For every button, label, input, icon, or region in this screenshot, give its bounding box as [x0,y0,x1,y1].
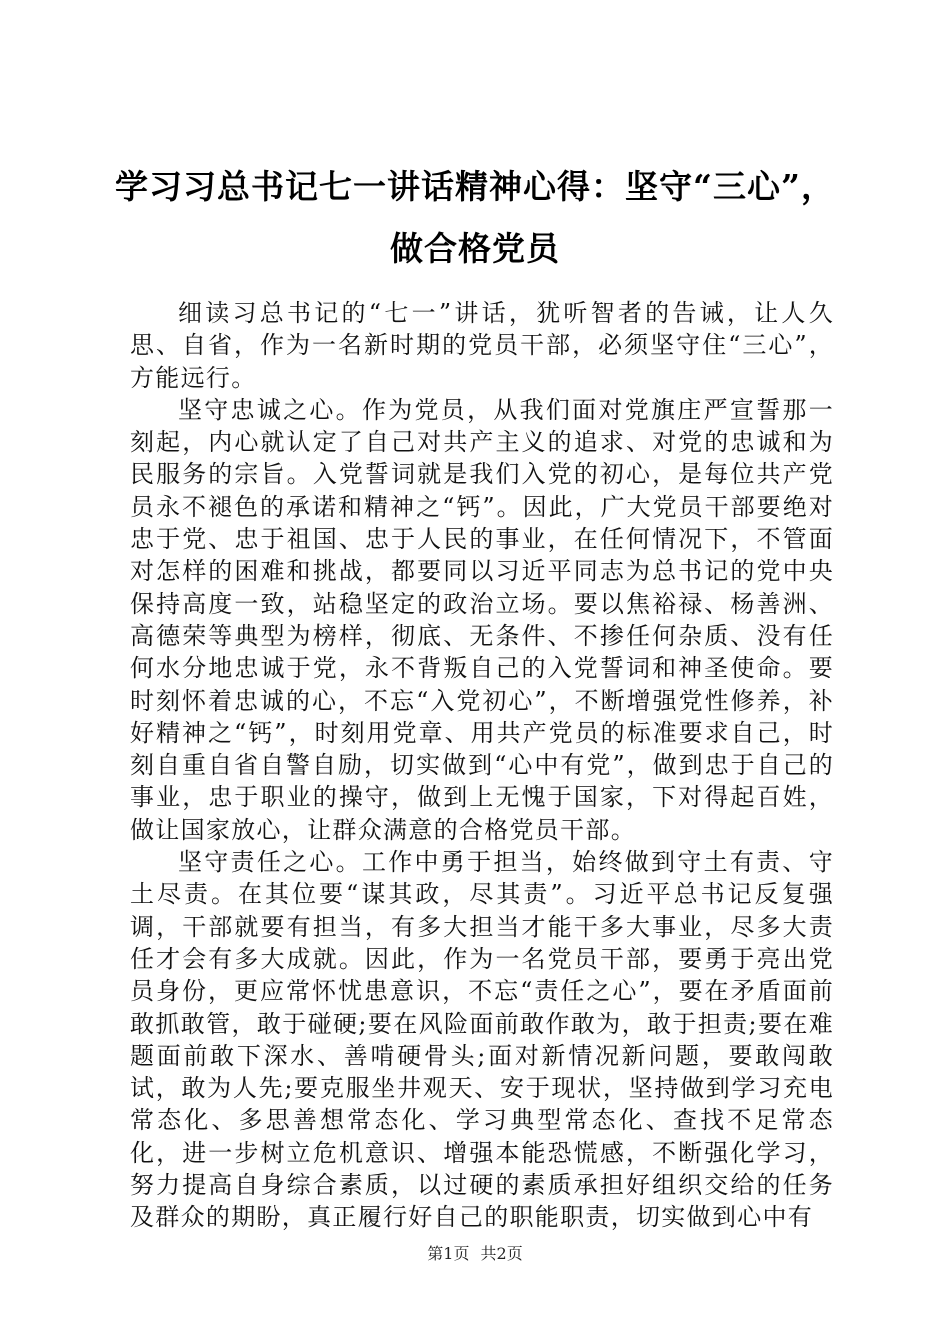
page-number-total: 共2页 [480,1244,523,1263]
document-body [130,297,834,1234]
page-number-current: 第1页 [427,1244,470,1263]
document-title: 学习习总书记七一讲话精神心得：坚守“三心”，做合格党员 [115,167,835,268]
paragraph-intro: 细读习总书记的“七一”讲话，犹听智者的告诫，让人久思、自省，作为一名新时期的党员干部，必须坚守住“三心”，方能远行。 [130,299,834,392]
paragraph-loyalty: 坚守忠诚之心。作为党员，从我们面对党旗庄严宣誓那一刻起，内心就认定了自己对共产主义的追求、对党的忠诚和为民服务的宗旨。入党誓词就是我们入党的初心，是每位共产党员永不褪色的承诺和精神之“钙”。因此，广大党员干部要绝对忠于党、忠于祖国、忠于人民的事业，在任何情况下，不管面对怎样的困难和挑战，都要同以习近平同志为总书记的党中央保持高度一致，站稳坚定的政治立场。要以焦裕禄、杨善洲、高德荣等典型为榜样，彻底、无条件、不掺任何杂质、没有任何水分地忠诚于党，永不背叛自己的入党誓词和神圣使命。要时刻怀着忠诚的心，不忘“入党初心”，不断增强党性修养，补好精神之“钙”，时刻用党章、用共产党员的标准要求自己，时刻自重自省自警自励，切实做到“心中有党”，做到忠于自己的事业，忠于职业的操守，做到上无愧于国家，下对得起百姓，做让国家放心，让群众满意的合格党员干部。 [130,395,834,844]
page-footer [0,1244,950,1264]
paragraph-responsibility: 坚守责任之心。工作中勇于担当，始终做到守土有责、守土尽责。在其位要“谋其政，尽其责”。习近平总书记反复强调，干部就要有担当，有多大担当才能干多大事业，尽多大责任才会有多大成就。因此，作为一名党员干部，要勇于亮出党员身份，更应常怀忧患意识，不忘“责任之心”，要在矛盾面前敢抓敢管，敢于碰硬;要在风险面前敢作敢为，敢于担责;要在难题面前敢下深水、善啃硬骨头;面对新情况新问题，要敢闯敢试，敢为人先;要克服坐井观天、安于现状，坚持做到学习充电常态化、多思善想常态化、学习典型常态化、查找不足常态化，进一步树立危机意识、增强本能恐慌感，不断强化学习，努力提高自身综合素质，以过硬的素质承担好组织交给的任务及群众的期盼，真正履行好自己的职能职责，切实做到心中有 [130,848,834,1232]
